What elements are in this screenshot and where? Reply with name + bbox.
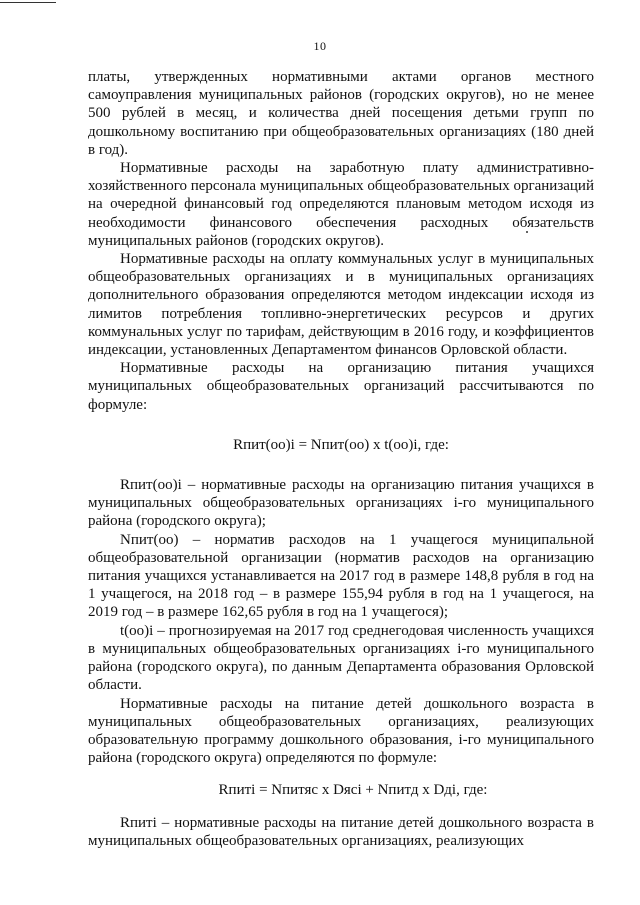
definition-rpit-i: Rпитi – нормативные расходы на питание детей дошкольного возраста в муниципальных общеобразовательных организациях, реализующих bbox=[88, 814, 594, 849]
formula-student-meals: Rпит(оо)i = Nпит(оо) x t(оо)i, где: bbox=[233, 436, 449, 453]
definition-rpit-oo: Rпит(оо)i – нормативные расходы на организацию питания учащихся в муниципальных общеобразовательных организациях i-го муниципального района (городского округа); bbox=[88, 477, 594, 530]
definition-t-oo: t(оо)i – прогнозируемая на 2017 год среднегодовая численность учащихся в муниципальных общеобразовательных организациях i-го муниципального района (городского округа), по данным Департамента образования Орловской области. bbox=[88, 622, 594, 694]
top-edge-rule bbox=[0, 2, 56, 3]
document-body bbox=[88, 68, 594, 850]
page-number: 10 bbox=[313, 39, 327, 53]
paragraph-continuation: платы, утвержденных нормативными актами органов местного самоуправления муниципальных районов (городских округов), но не менее 500 рублей в месяц, и количества дней посещения детьми групп по дошкольному воспитанию при общеобразовательных организациях (180 дней в год). bbox=[88, 69, 594, 158]
paragraph-admin-staff-costs: Нормативные расходы на заработную плату административно-хозяйственного персонала муниципальных общеобразовательных организаций на очередной финансовый год определяются плановым методом исходя из необходимости финансового обеспечения расходных обязательств муниципальных районов (городских округов). bbox=[88, 160, 594, 249]
formula-preschool-meals: Rпитi = Nпитяс x Dяci + Nпитд x Dдi, где: bbox=[218, 782, 488, 799]
paragraph-student-meals-intro: Нормативные расходы на организацию питания учащихся муниципальных общеобразовательных организаций рассчитываются по формуле: bbox=[88, 360, 594, 413]
paragraph-preschool-meals-intro: Нормативные расходы на питание детей дошкольного возраста в муниципальных общеобразовательных организациях, реализующих образовательную программу дошкольного образования, i-го муниципального района (городского округа) определяются по формуле: bbox=[88, 695, 594, 767]
definition-npit-oo: Nпит(оо) – норматив расходов на 1 учащегося муниципальной общеобразовательной организации (норматив расходов на организацию питания учащихся устанавливается на 2017 год в размере 148,8 рубля в год на 1 учащегося, на 2018 год – в размере 155,94 рубля в год на 1 учащегося, на 2019 год – в размере 162,65 рубля в год на 1 учащегося); bbox=[88, 531, 594, 621]
paragraph-utility-costs: Нормативные расходы на оплату коммунальных услуг в муниципальных общеобразовательных организациях и в муниципальных организациях дополнительного образования определяются методом индексации исходя из лимитов потребления топливно-энергетических ресурсов и других коммунальных услуг по тарифам, действующим в 2016 году, и коэффициентов индексации, установленных Департаментом финансов Орловской области. bbox=[88, 251, 594, 359]
